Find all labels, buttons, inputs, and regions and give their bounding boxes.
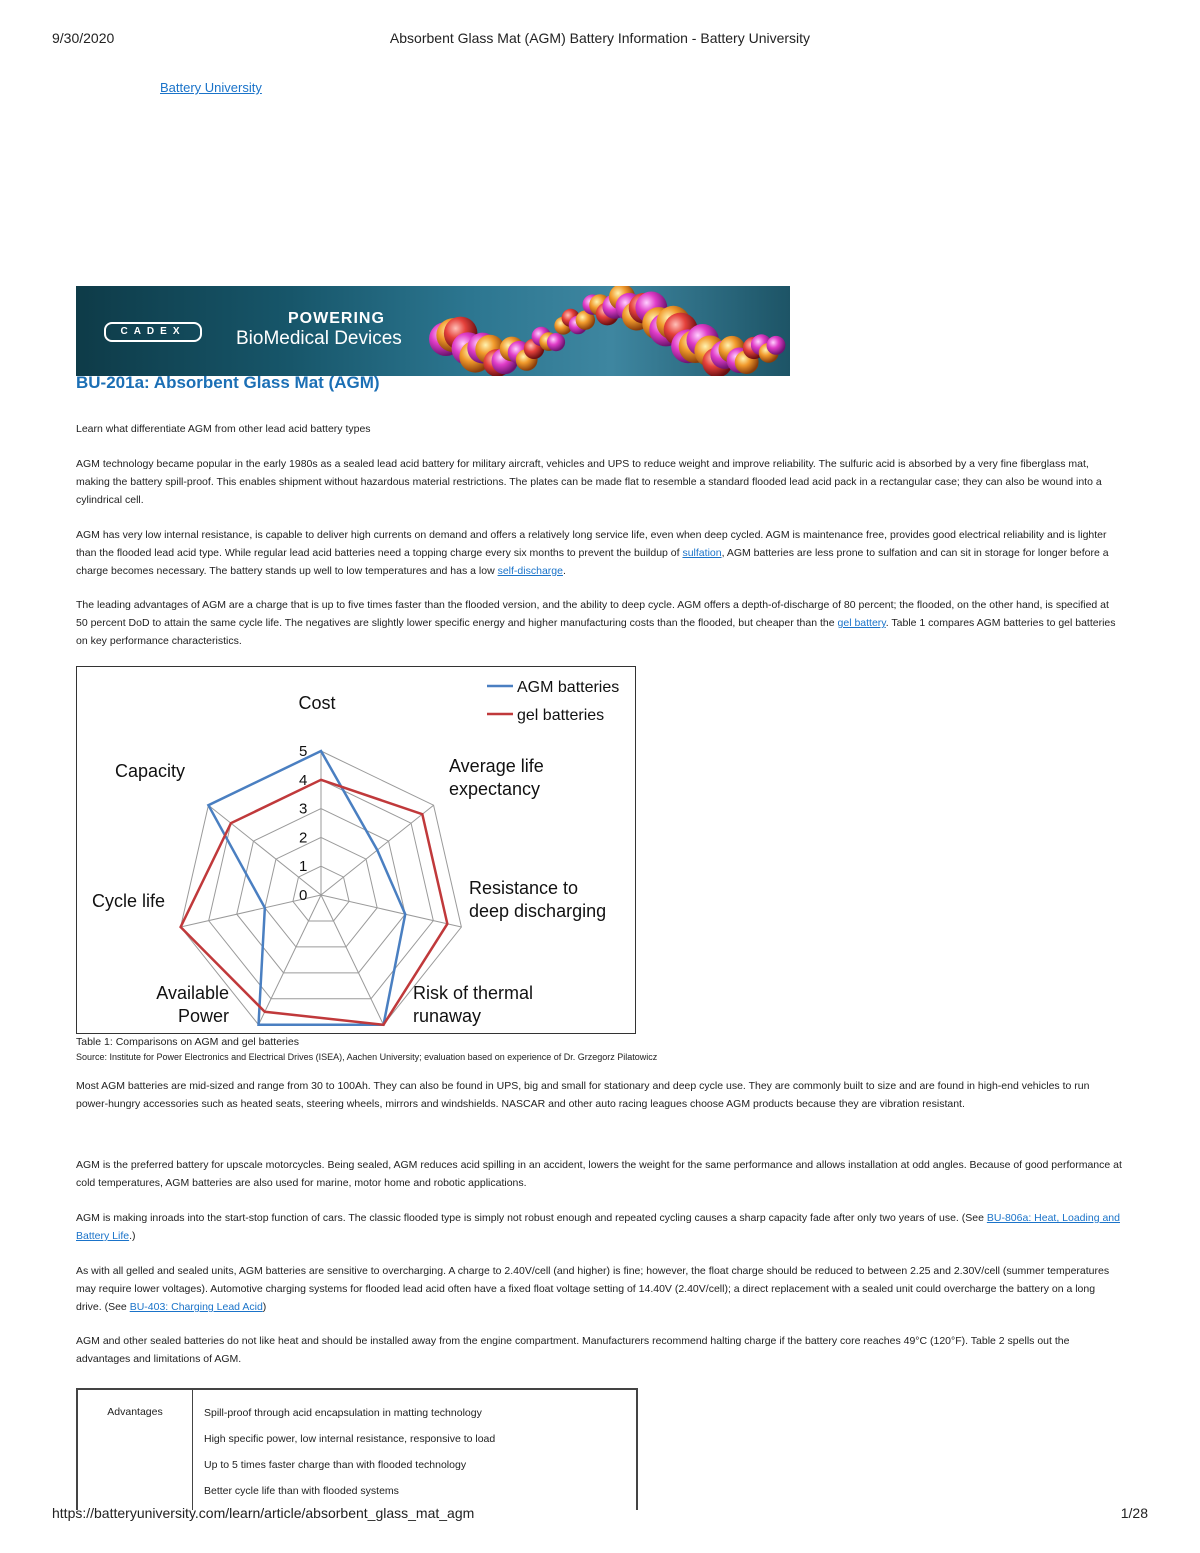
radar-tick-label: 5 <box>299 743 308 760</box>
radar-axis-label: deep discharging <box>469 901 607 921</box>
paragraph-agm-heat: AGM and other sealed batteries do not like heat and should be installed away from the engine compartment. Manufacturers recommend halting charge if the battery core reaches 49°C (120°F). Table 2 spells out the advantages and limitations of AGM. <box>76 1335 1070 1365</box>
radar-axis-label: Cycle life <box>91 891 165 911</box>
advantage-item: High specific power, low internal resistance, responsive to load <box>204 1433 496 1445</box>
radar-axis-label: Capacity <box>114 761 185 781</box>
radar-tick-label: 0 <box>299 887 308 904</box>
self-discharge-link[interactable]: self-discharge <box>497 565 563 577</box>
bu-403-link[interactable]: BU-403: Charging Lead Acid <box>129 1301 263 1313</box>
radar-axis-label: Average life <box>449 756 544 776</box>
article-intro: Learn what differentiate AGM from other lead acid battery types <box>76 423 371 435</box>
cadex-banner-ad[interactable] <box>76 286 790 376</box>
advantage-item: Better cycle life than with flooded systems <box>204 1485 399 1497</box>
radar-axis-label: Resistance to <box>469 878 579 898</box>
banner-headline: POWERING <box>288 310 385 327</box>
banner-subheadline: BioMedical Devices <box>236 328 402 349</box>
paragraph-agm-history: AGM technology became popular in the early 1980s as a sealed lead acid battery for military aircraft, vehicles and UPS to reduce weight and improve reliability. The sulfuric acid is absorbed by a very fine fiberglass mat, making the battery spill-proof. This enables shipment without hazardous material restrictions. The plates can be made flat to resemble a standard flooded lead acid pack in a rectangular case; they can also be wound into a cylindrical cell. <box>76 458 1102 506</box>
paragraph-agm-overcharging: As with all gelled and sealed units, AGM batteries are sensitive to overcharging. A charge to 2.40V/cell (and higher) is fine; however, the float charge should be reduced to between 2.25 and 2.30V/cell (summer temperatures may require lower voltages). Automotive charging systems for flooded lead acid often have a fixed float voltage setting of 14.40V (2.40V/cell); a direct replacement with a sealed unit could overcharge the battery on a long drive. (See BU-403: Charging Lead Acid) <box>76 1265 1110 1313</box>
radar-axis-label: Power <box>177 1006 229 1026</box>
agm-vs-gel-radar-chart <box>76 666 636 1034</box>
paragraph-agm-properties: AGM has very low internal resistance, is capable to deliver high currents on demand and offers a relatively long service life, even when deep cycled. AGM is maintenance free, provides good electrical reliability and is lighter than the flooded lead acid type. While regular lead acid batteries need a topping charge every six months to prevent the buildup of sulfation, AGM batteries are less prone to sulfation and can sit in storage for longer before a charge becomes necessary. The battery stands up well to low temperatures and has a low self-discharge. <box>76 529 1109 577</box>
advantages-heading: Advantages <box>107 1406 163 1418</box>
radar-spoke <box>208 805 321 895</box>
table1-caption: Table 1: Comparisons on AGM and gel batteries <box>76 1036 299 1048</box>
radar-spoke <box>321 895 383 1025</box>
table2-advantages-limitations <box>76 1388 638 1510</box>
radar-tick-label: 2 <box>299 829 308 847</box>
bu-806a-link[interactable]: BU-806a: Heat, Loading and Battery Life <box>76 1212 1120 1242</box>
battery-university-link[interactable]: Battery University <box>160 80 262 95</box>
radar-tick-label: 1 <box>299 858 308 876</box>
radar-axis-label: expectancy <box>449 779 541 799</box>
paragraph-agm-start-stop: AGM is making inroads into the start-stop function of cars. The classic flooded type is simply not robust enough and repeated cycling causes a sharp capacity fade after only two years of use. (See BU-806a: Heat, Loading and Battery Life.) <box>76 1212 1120 1242</box>
table2-heading-cell <box>78 1390 193 1510</box>
cadex-logo: CADEX <box>104 322 202 342</box>
radar-axis-label: runaway <box>413 1006 482 1026</box>
sulfation-link[interactable]: sulfation <box>682 547 722 559</box>
advantage-item: Up to 5 times faster charge than with flooded technology <box>204 1459 467 1471</box>
legend-label: gel batteries <box>517 707 605 724</box>
print-source-url: https://batteryuniversity.com/learn/article/absorbent_glass_mat_agm <box>52 1505 475 1521</box>
radar-tick-label: 3 <box>299 800 308 818</box>
print-date: 9/30/2020 <box>52 30 115 46</box>
molecule-sphere <box>767 336 786 355</box>
legend-label: AGM batteries <box>517 679 620 696</box>
radar-axis-label: Cost <box>298 693 336 713</box>
print-page-number: 1/28 <box>1120 1505 1148 1521</box>
advantages-list <box>204 1406 495 1510</box>
paragraph-agm-motorcycles: AGM is the preferred battery for upscale motorcycles. Being sealed, AGM reduces acid spilling in an accident, lowers the weight for the same performance and allows installation at odd angles. Because of good performance at cold temperatures, AGM batteries are also used for marine, motor home and robotic applications. <box>76 1159 1122 1189</box>
radar-axis-label: Available <box>156 983 229 1003</box>
radar-spoke <box>321 895 461 927</box>
gel-battery-link[interactable]: gel battery <box>837 617 886 629</box>
paragraph-agm-advantages: The leading advantages of AGM are a charge that is up to five times faster than the flooded version, and the ability to deep cycle. AGM offers a depth-of-discharge of 80 percent; the flooded, on the other hand, is specified at 50 percent DoD to attain the same cycle life. The negatives are slightly lower specific energy and higher manufacturing costs than the flooded, but cheaper than the gel battery. Table 1 compares AGM batteries to gel batteries on key performance characteristics. <box>76 599 1116 647</box>
radar-tick-label: 4 <box>299 771 308 789</box>
radar-axis-label: Risk of thermal <box>413 983 534 1003</box>
print-page-title: Absorbent Glass Mat (AGM) Battery Information - Battery University <box>389 30 811 46</box>
molecule-sphere <box>547 333 565 351</box>
article-title: BU-201a: Absorbent Glass Mat (AGM) <box>76 373 380 392</box>
radar-chart-svg <box>77 667 635 1033</box>
table1-source: Source: Institute for Power Electronics and Electrical Drives (ISEA), Aachen University; evaluation based on experience of Dr. Grzegorz Pilatowicz <box>76 1052 658 1062</box>
advantage-item: Spill-proof through acid encapsulation in matting technology <box>204 1407 482 1419</box>
radar-spoke <box>259 895 321 1025</box>
paragraph-agm-usage: Most AGM batteries are mid-sized and range from 30 to 100Ah. They can also be found in UPS, big and small for stationary and deep cycle use. They are commonly built to size and are found in high-end vehicles to run power-hungry accessories such as heated seats, steering wheels, mirrors and windshields. NASCAR and other auto racing leagues choose AGM products because they are vibration resistant. <box>76 1080 1090 1110</box>
